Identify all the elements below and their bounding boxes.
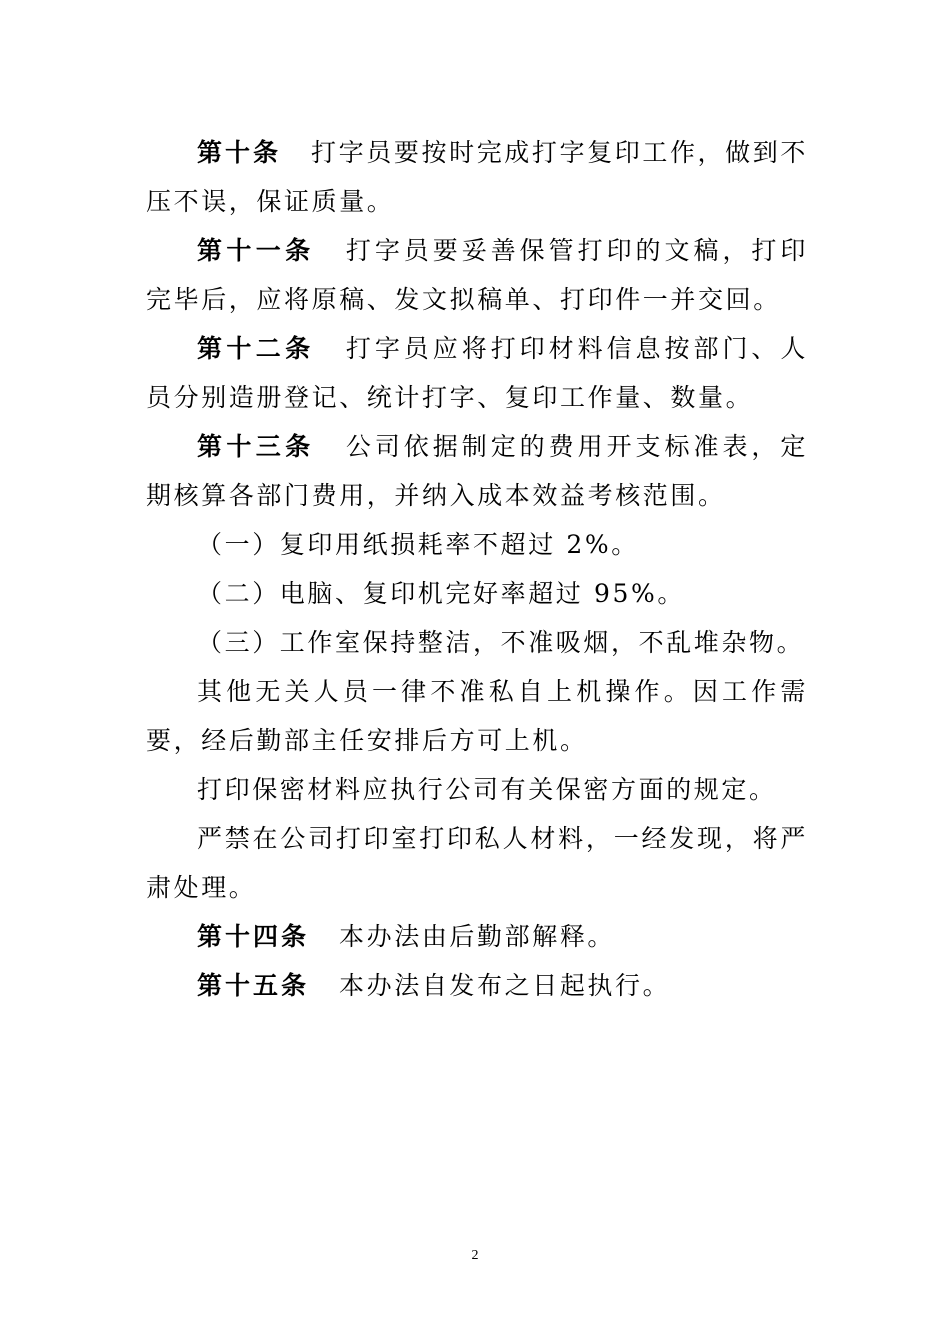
article-number: 第十二条 <box>197 334 315 363</box>
article-text: 本办法自发布之日起执行。 <box>339 971 671 1000</box>
article-text: 打字员要妥善保管打印的文稿，打印完毕后，应将原稿、发文拟稿单、打印件一并交回。 <box>146 236 808 314</box>
body-paragraph: 打印保密材料应执行公司有关保密方面的规定。 <box>197 775 777 804</box>
article-15 <box>146 961 808 1010</box>
article-text: 打字员应将打印材料信息按部门、人员分别造册登记、统计打字、复印工作量、数量。 <box>146 334 808 412</box>
list-item: （三）工作室保持整洁，不准吸烟，不乱堆杂物。 <box>197 628 805 657</box>
article-number: 第十条 <box>197 138 282 167</box>
article-13 <box>146 422 808 520</box>
page-number: 2 <box>471 1248 479 1263</box>
article-text: 公司依据制定的费用开支标准表，定期核算各部门费用，并纳入成本效益考核范围。 <box>146 432 808 510</box>
article-number: 第十三条 <box>197 432 315 461</box>
article-10 <box>146 128 808 226</box>
article-11 <box>146 226 808 324</box>
article-text: 打字员要按时完成打字复印工作，做到不压不误，保证质量。 <box>146 138 808 216</box>
list-item: （一）复印用纸损耗率不超过 2%。 <box>197 530 639 559</box>
article-text: 本办法由后勤部解释。 <box>339 922 616 951</box>
article-number: 第十一条 <box>197 236 315 265</box>
article-number: 第十四条 <box>197 922 310 951</box>
document-body <box>146 128 808 1010</box>
body-paragraph: 其他无关人员一律不准私自上机操作。因工作需要，经后勤部主任安排后方可上机。 <box>146 677 808 755</box>
article-14 <box>146 912 808 961</box>
body-paragraph: 严禁在公司打印室打印私人材料，一经发现，将严肃处理。 <box>146 824 808 902</box>
list-item: （二）电脑、复印机完好率超过 95%。 <box>197 579 685 608</box>
article-number: 第十五条 <box>197 971 310 1000</box>
article-12 <box>146 324 808 422</box>
